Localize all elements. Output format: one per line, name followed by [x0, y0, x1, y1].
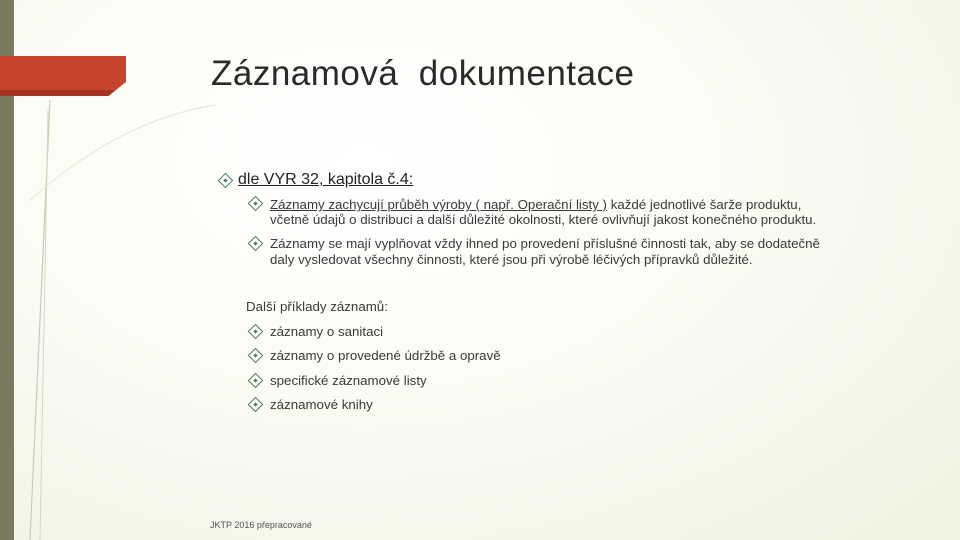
diamond-bullet-icon: [248, 324, 264, 340]
sub-bullet-1-rest: každé jednotlivé šarže produktu,: [607, 197, 802, 212]
diamond-bullet-icon: [248, 397, 264, 413]
sub-bullet-2-line2: daly vysledovat všechny činnosti, které jsou při výrobě léčivých přípravků důležité.: [270, 252, 753, 267]
sub-bullet-1-line1: [270, 197, 801, 212]
example-item: záznamové knihy: [270, 397, 373, 412]
example-item: záznamy o provedené údržbě a opravě: [270, 348, 501, 363]
examples-heading: Další příklady záznamů:: [246, 299, 388, 314]
page-title: Záznamová dokumentace: [211, 54, 635, 93]
example-item: záznamy o sanitaci: [270, 324, 384, 339]
sub-bullet-1-underlined: Záznamy zachycují průběh výroby ( např. Operační listy ): [270, 197, 607, 212]
diamond-bullet-icon: [248, 348, 264, 364]
footer-text: JKTP 2016 přepracované: [210, 520, 312, 530]
main-bullet-text: dle VYR 32, kapitola č.4:: [238, 171, 414, 188]
title-accent-tab: [0, 56, 126, 96]
example-item: specifické záznamové listy: [270, 373, 427, 388]
diamond-bullet-icon: [248, 373, 264, 389]
diamond-bullet-icon: [248, 236, 264, 252]
diamond-bullet-icon: [248, 196, 264, 212]
sub-bullet-2-line1: Záznamy se mají vyplňovat vždy ihned po provedení příslušné činnosti tak, aby se dodatečně: [270, 236, 820, 251]
sub-bullet-1-line2: včetně údajů o distribuci a další důležité okolnosti, které ovlivňují jakost konečného produktu.: [270, 212, 817, 227]
